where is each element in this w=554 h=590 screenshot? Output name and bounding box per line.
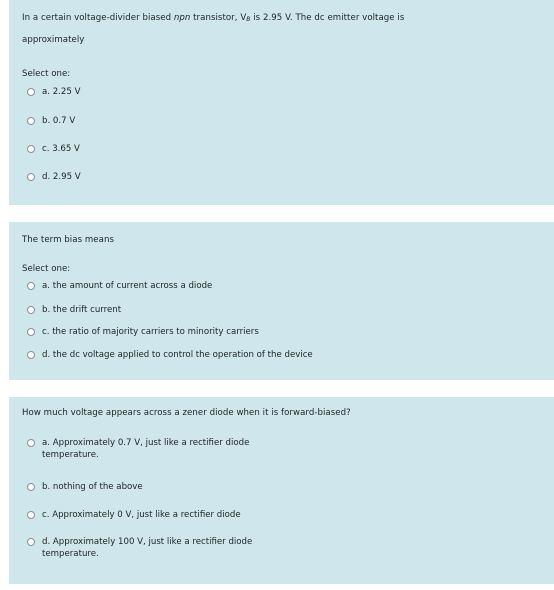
select-one-label: Select one: — [22, 264, 71, 274]
radio-button[interactable] — [27, 88, 35, 96]
answer-option-label: a. the amount of current across a diode — [42, 281, 213, 291]
answer-option-d[interactable] — [27, 349, 544, 361]
answer-option-c[interactable] — [27, 326, 544, 338]
radio-button[interactable] — [27, 117, 35, 125]
answer-option-label — [42, 536, 252, 560]
answer-option-line: temperature. — [42, 450, 99, 460]
question-card-3 — [9, 397, 554, 584]
answer-option-label: d. 2.95 V — [42, 172, 81, 182]
radio-button[interactable] — [27, 511, 35, 519]
answer-option-line: temperature. — [42, 549, 99, 559]
answer-option-label: c. 3.65 V — [42, 144, 80, 154]
answer-option-a[interactable] — [27, 86, 544, 98]
radio-button[interactable] — [27, 483, 35, 491]
answer-option-line: a. Approximately 0.7 V, just like a rectifier diode — [42, 438, 250, 448]
select-one-label: Select one: — [22, 69, 71, 79]
answer-option-label — [42, 437, 249, 461]
radio-button[interactable] — [27, 282, 35, 290]
question-text: The term bias means — [22, 235, 114, 245]
answer-option-label: a. 2.25 V — [42, 87, 81, 97]
answer-option-c[interactable] — [27, 509, 544, 521]
radio-button[interactable] — [27, 173, 35, 181]
answer-option-label: c. Approximately 0 V, just like a rectifier diode — [42, 510, 241, 520]
radio-button[interactable] — [27, 145, 35, 153]
question-card-1 — [9, 0, 554, 205]
question-text: How much voltage appears across a zener diode when it is forward-biased? — [22, 408, 351, 418]
answer-option-label: b. the drift current — [42, 305, 122, 315]
answer-option-d[interactable] — [27, 536, 544, 560]
answer-option-d[interactable] — [27, 171, 544, 183]
answer-option-b[interactable] — [27, 481, 544, 493]
question-card-2 — [9, 222, 554, 380]
question-text-italic: npn — [173, 13, 191, 23]
answer-option-label: b. 0.7 V — [42, 116, 76, 126]
question-text-part: approximately — [22, 35, 85, 45]
question-text-part: is 2.95 V. The dc emitter voltage is — [250, 13, 405, 23]
question-text-subscript: B — [246, 16, 251, 23]
radio-button[interactable] — [27, 351, 35, 359]
radio-button[interactable] — [27, 538, 35, 546]
radio-button[interactable] — [27, 328, 35, 336]
question-text — [22, 8, 544, 50]
answer-option-label: b. nothing of the above — [42, 482, 143, 492]
answer-option-b[interactable] — [27, 115, 544, 127]
answer-option-label: d. the dc voltage applied to control the operation of the device — [42, 350, 313, 360]
question-text-part: transistor, V — [190, 13, 247, 23]
answer-option-line: d. Approximately 100 V, just like a rectifier diode — [42, 537, 253, 547]
radio-button[interactable] — [27, 306, 35, 314]
answer-option-label: c. the ratio of majority carriers to minority carriers — [42, 327, 259, 337]
answer-option-a[interactable] — [27, 437, 544, 461]
radio-button[interactable] — [27, 439, 35, 447]
answer-option-c[interactable] — [27, 143, 544, 155]
answer-option-a[interactable] — [27, 280, 544, 292]
answer-option-b[interactable] — [27, 304, 544, 316]
question-text-part: In a certain voltage-divider biased — [22, 13, 174, 23]
